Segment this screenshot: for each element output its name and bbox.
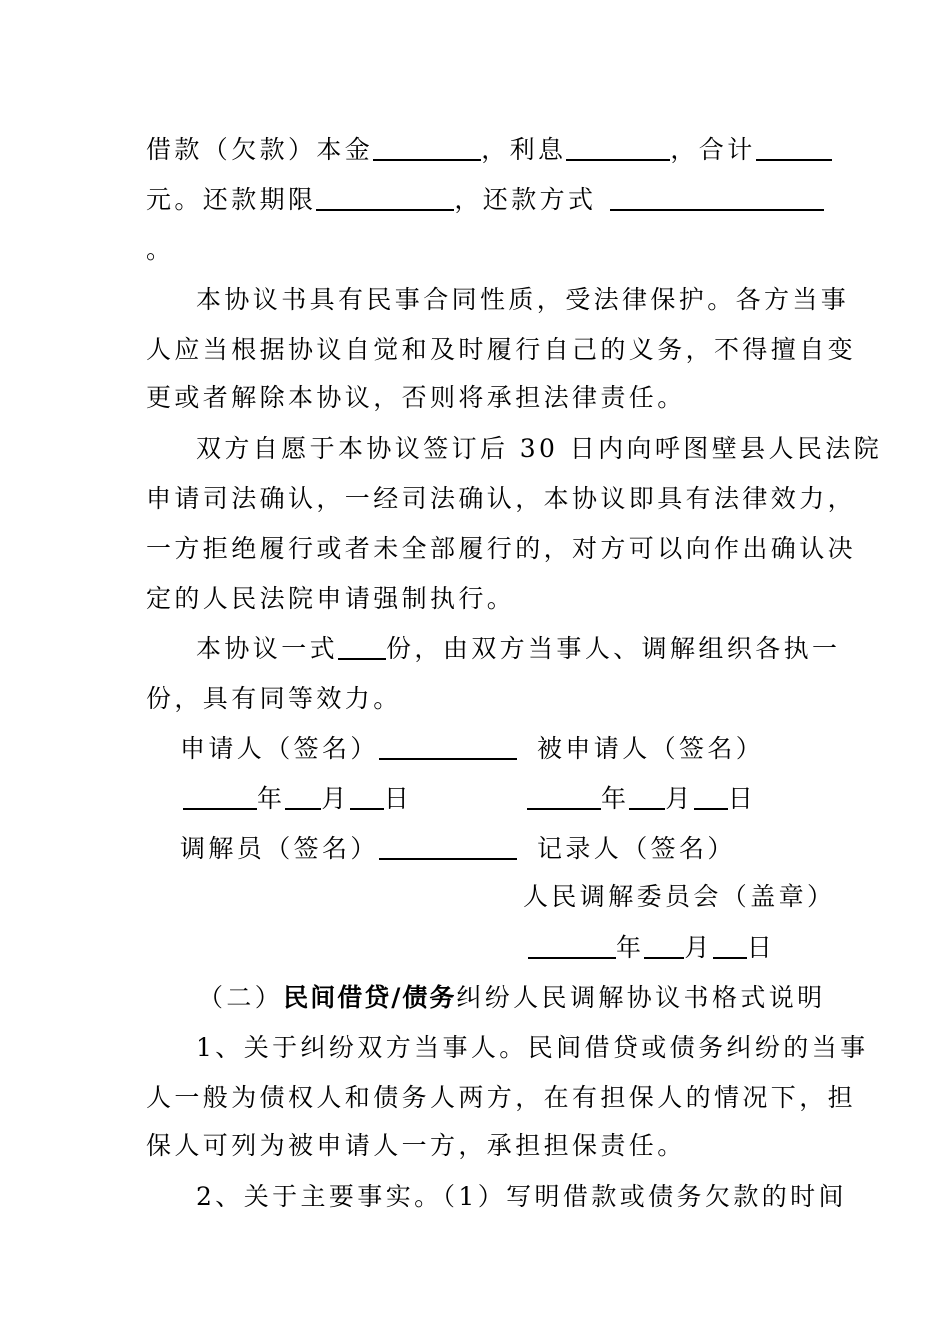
respondent-date — [527, 783, 756, 815]
period-line: 。 — [146, 235, 175, 264]
legal-effect-line-1: 本协议书具有民事合同性质，受法律保护。各方当事 — [196, 285, 850, 314]
year-blank — [527, 784, 601, 810]
method-label: ，还款方式 — [454, 185, 597, 214]
day-label: 日 — [383, 784, 413, 813]
confirmation-line-1: 双方自愿于本协议签订后 30 日内向呼图壁县人民法院 — [196, 434, 883, 463]
interest-label: ，利息 — [481, 135, 567, 164]
day-blank — [694, 784, 728, 810]
principal-blank — [373, 135, 481, 161]
term-blank — [316, 185, 454, 211]
copies-label: 本协议一式 — [196, 634, 339, 663]
applicant-date — [183, 783, 412, 815]
applicant-signature — [180, 733, 517, 765]
applicant-signature-blank — [379, 734, 517, 760]
interest-blank — [566, 135, 670, 161]
legal-effect-line-2: 人应当根据协议自觉和及时履行自己的义务，不得擅自变 — [146, 335, 857, 364]
year-label: 年 — [257, 784, 286, 813]
item1-line-2: 人一般为债权人和债务人两方，在有担保人的情况下，担 — [146, 1083, 857, 1112]
day-label: 日 — [746, 933, 776, 962]
year-blank — [528, 933, 616, 959]
year-label: 年 — [601, 784, 630, 813]
month-blank — [629, 784, 665, 810]
item1-line-3: 保人可列为被申请人一方，承担担保责任。 — [146, 1131, 686, 1160]
month-label: 月 — [665, 784, 694, 813]
total-label: ，合计 — [670, 135, 756, 164]
term-label: 元。还款期限 — [146, 185, 317, 214]
section-heading — [198, 982, 826, 1014]
copies-line-1 — [196, 633, 840, 665]
item2-line-1: 2、关于主要事实。（1）写明借款或债务欠款的时间 — [196, 1182, 847, 1211]
mediator-signature-blank — [379, 834, 517, 860]
copies-blank — [338, 634, 386, 660]
total-blank — [756, 135, 832, 161]
method-blank — [610, 185, 824, 211]
respondent-signature-label: 被申请人（签名） — [537, 734, 765, 763]
repayment-line — [146, 184, 824, 216]
section-prefix: （二） — [198, 983, 284, 1012]
year-label: 年 — [616, 933, 645, 962]
copies-line-2: 份，具有同等效力。 — [146, 684, 402, 713]
day-blank — [350, 784, 384, 810]
mediator-signature — [180, 833, 517, 865]
day-blank — [713, 933, 747, 959]
month-blank — [285, 784, 321, 810]
day-label: 日 — [727, 784, 757, 813]
committee-date — [528, 932, 775, 964]
loan-amount-line — [146, 134, 832, 166]
legal-effect-line-3: 更或者解除本协议，否则将承担法律责任。 — [146, 383, 686, 412]
mediator-label: 调解员（签名） — [180, 834, 379, 863]
applicant-label: 申请人（签名） — [180, 734, 379, 763]
principal-label: 借款（欠款）本金 — [146, 135, 374, 164]
copies-text: 份，由双方当事人、调解组织各执一 — [386, 634, 841, 663]
confirmation-line-2: 申请司法确认，一经司法确认，本协议即具有法律效力， — [146, 484, 857, 513]
confirmation-line-3: 一方拒绝履行或者未全部履行的，对方可以向作出确认决 — [146, 534, 857, 563]
item1-line-1: 1、关于纠纷双方当事人。民间借贷或债务纠纷的当事 — [196, 1033, 869, 1062]
month-label: 月 — [684, 933, 713, 962]
month-blank — [644, 933, 684, 959]
committee-seal-label: 人民调解委员会（盖章） — [523, 882, 836, 911]
year-blank — [183, 784, 257, 810]
section-suffix: 纠纷人民调解协议书格式说明 — [456, 983, 826, 1012]
confirmation-line-4: 定的人民法院申请强制执行。 — [146, 584, 516, 613]
recorder-signature-label: 记录人（签名） — [537, 834, 736, 863]
month-label: 月 — [321, 784, 350, 813]
section-bold-text: 民间借贷/债务 — [283, 983, 457, 1012]
